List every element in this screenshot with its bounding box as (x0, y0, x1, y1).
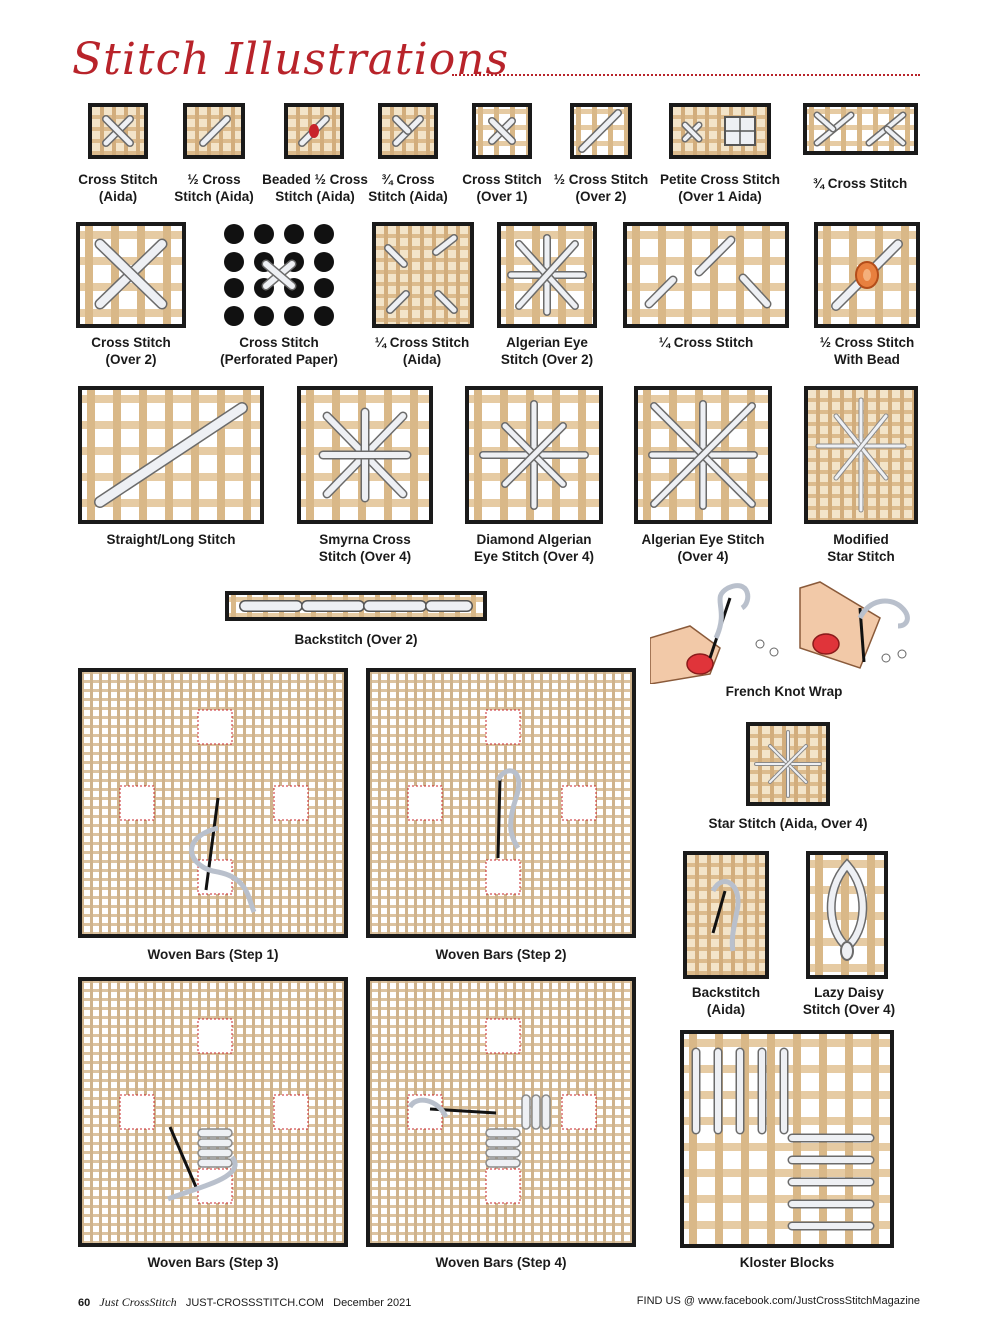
fig-half-cross-with-bead (814, 222, 920, 328)
fig-quarter-cross-aida (372, 222, 474, 328)
footer-site[interactable]: JUST-CROSSSTITCH.COM (185, 1297, 324, 1309)
title-dotted-rule (452, 74, 920, 76)
fig-quarter-cross-stitch (623, 222, 789, 328)
caption-backstitch-aida: Backstitch (Aida) (691, 985, 761, 1017)
page-title: Stitch Illustrations (72, 34, 510, 85)
caption-algerian-eye-over-4: Algerian Eye Stitch (Over 4) (641, 532, 765, 564)
caption-kloster-blocks: Kloster Blocks (739, 1255, 835, 1270)
caption-diamond-algerian-eye: Diamond Algerian Eye Stitch (Over 4) (473, 532, 595, 564)
fig-cross-stitch-aida (88, 103, 148, 159)
fig-algerian-eye-over-4 (634, 386, 772, 524)
caption-half-cross-with-bead: ½ Cross Stitch With Bead (819, 335, 915, 367)
caption-cross-stitch-over-2: Cross Stitch (Over 2) (91, 335, 171, 367)
fig-woven-bars-step-3 (78, 977, 348, 1247)
fig-woven-bars-step-4 (366, 977, 636, 1247)
footer-magazine: Just CrossStitch (99, 1295, 177, 1309)
caption-algerian-eye-over-2: Algerian Eye Stitch (Over 2) (500, 335, 594, 367)
footer-left (78, 1295, 411, 1310)
caption-half-cross-over-2: ½ Cross Stitch (Over 2) (553, 172, 649, 204)
caption-petite-cross-stitch: Petite Cross Stitch (Over 1 Aida) (659, 172, 781, 204)
fig-woven-bars-step-1 (78, 668, 348, 938)
fig-half-cross-aida (183, 103, 245, 159)
fig-woven-bars-step-2 (366, 668, 636, 938)
caption-quarter-cross-aida: ¼ Cross Stitch (Aida) (374, 335, 470, 367)
footer-issue: December 2021 (333, 1297, 412, 1309)
fig-backstitch-aida (683, 851, 769, 979)
caption-woven-bars-step-3: Woven Bars (Step 3) (147, 1255, 279, 1270)
fig-kloster-blocks (680, 1030, 894, 1248)
fig-diamond-algerian-eye (465, 386, 603, 524)
fig-backstitch-over-2 (225, 591, 487, 621)
fig-half-cross-over-2 (570, 103, 632, 159)
caption-modified-star-stitch: Modified Star Stitch (827, 532, 895, 564)
caption-smyrna-cross: Smyrna Cross Stitch (Over 4) (318, 532, 412, 564)
caption-woven-bars-step-2: Woven Bars (Step 2) (435, 947, 567, 962)
fig-star-stitch-aida (746, 722, 830, 806)
caption-cross-stitch-aida: Cross Stitch (Aida) (78, 172, 158, 204)
caption-three-quarter-cross-aida: ¾ Cross Stitch (Aida) (368, 172, 448, 204)
caption-cross-stitch-over-1: Cross Stitch (Over 1) (462, 172, 542, 204)
caption-star-stitch-aida: Star Stitch (Aida, Over 4) (708, 816, 868, 831)
caption-backstitch-over-2: Backstitch (Over 2) (294, 632, 418, 647)
footer-social[interactable]: FIND US @ www.facebook.com/JustCrossStitchMagazine (636, 1295, 920, 1307)
fig-beaded-half-cross (284, 103, 344, 159)
caption-woven-bars-step-4: Woven Bars (Step 4) (435, 1255, 567, 1270)
fig-modified-star-stitch (804, 386, 918, 524)
fig-three-quarter-cross-aida (378, 103, 438, 159)
caption-french-knot-wrap: French Knot Wrap (725, 684, 843, 699)
caption-beaded-half-cross: Beaded ½ Cross Stitch (Aida) (262, 172, 368, 204)
footer-page-number: 60 (78, 1297, 91, 1309)
fig-smyrna-cross (297, 386, 433, 524)
fig-lazy-daisy (806, 851, 888, 979)
caption-straight-long-stitch: Straight/Long Stitch (106, 532, 236, 547)
caption-quarter-cross-stitch: ¼ Cross Stitch (658, 335, 754, 350)
fig-cross-stitch-perforated-paper (222, 222, 336, 328)
caption-cross-stitch-perforated: Cross Stitch (Perforated Paper) (220, 335, 338, 367)
fig-french-knot-wrap (650, 578, 920, 684)
fig-cross-stitch-over-2 (76, 222, 186, 328)
fig-three-quarter-cross-stitch (803, 103, 918, 155)
fig-cross-stitch-over-1 (472, 103, 532, 159)
caption-three-quarter-cross-stitch: ¾ Cross Stitch (812, 176, 908, 191)
fig-straight-long-stitch (78, 386, 264, 524)
caption-half-cross-aida: ½ Cross Stitch (Aida) (174, 172, 254, 204)
caption-woven-bars-step-1: Woven Bars (Step 1) (147, 947, 279, 962)
fig-algerian-eye-over-2 (497, 222, 597, 328)
caption-lazy-daisy: Lazy Daisy Stitch (Over 4) (802, 985, 896, 1017)
fig-petite-cross-stitch (669, 103, 771, 159)
